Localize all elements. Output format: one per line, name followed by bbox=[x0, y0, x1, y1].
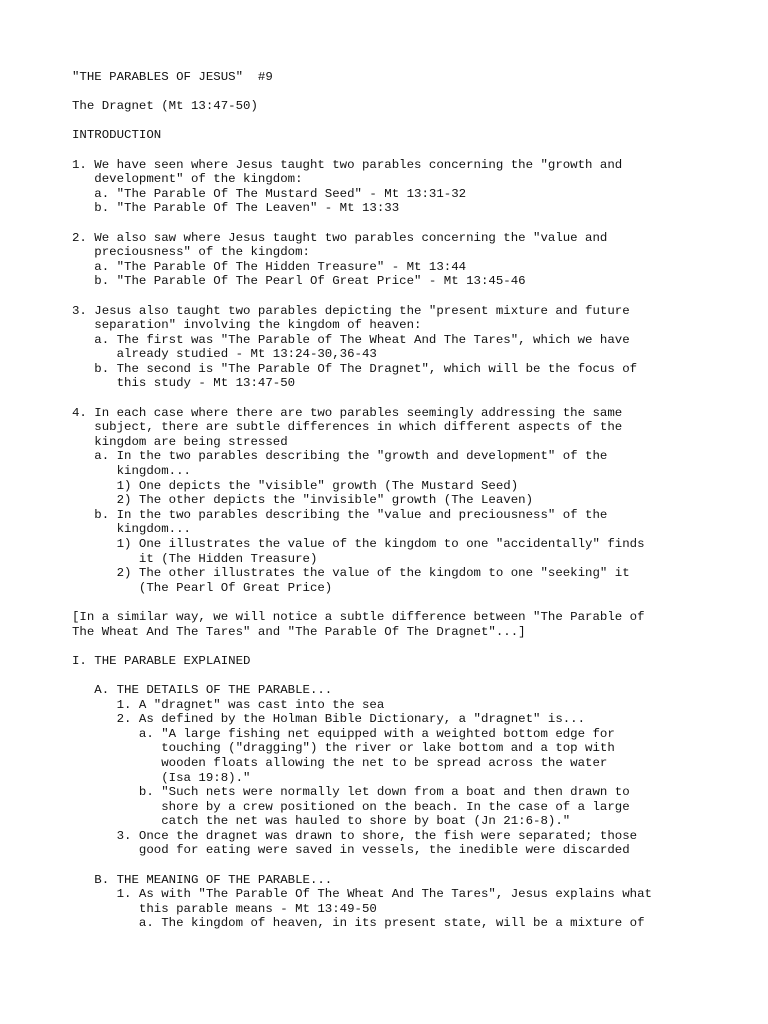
text-line: catch the net was hauled to shore by boat (Jn 21:6-8)." bbox=[72, 814, 571, 829]
blank-line bbox=[72, 143, 752, 158]
text-line: I. THE PARABLE EXPLAINED bbox=[72, 653, 251, 668]
text-line: 4. In each case where there are two parables seemingly addressing the same bbox=[72, 405, 623, 420]
text-line: (The Pearl Of Great Price) bbox=[72, 580, 333, 595]
text-line: 1. We have seen where Jesus taught two parables concerning the "growth and bbox=[72, 157, 623, 172]
text-line: shore by a crew positioned on the beach. In the case of a large bbox=[72, 799, 630, 814]
text-line: A. THE DETAILS OF THE PARABLE... bbox=[72, 682, 333, 697]
text-line: 3. Jesus also taught two parables depicting the "present mixture and future bbox=[72, 303, 630, 318]
text-line: B. THE MEANING OF THE PARABLE... bbox=[72, 872, 333, 887]
blank-line bbox=[72, 639, 752, 654]
text-line: a. The first was "The Parable of The Wheat And The Tares", which we have bbox=[72, 332, 630, 347]
text-line: 2) The other depicts the "invisible" growth (The Leaven) bbox=[72, 493, 534, 508]
text-line: 1) One illustrates the value of the kingdom to one "accidentally" finds bbox=[72, 537, 645, 551]
text-line: wooden floats allowing the net to be spread across the water bbox=[72, 755, 608, 770]
text-line: a. In the two parables describing the "growth and development" of the bbox=[72, 449, 608, 464]
text-line: The Wheat And The Tares" and "The Parable Of The Dragnet"...] bbox=[72, 624, 526, 639]
text-line: kingdom... bbox=[72, 522, 191, 537]
text-line: "THE PARABLES OF JESUS" #9 bbox=[72, 70, 273, 84]
text-line: good for eating were saved in vessels, the inedible were discarded bbox=[72, 843, 630, 858]
text-line: development" of the kingdom: bbox=[72, 172, 303, 187]
blank-line bbox=[72, 289, 752, 304]
blank-line bbox=[72, 391, 752, 406]
text-line: INTRODUCTION bbox=[72, 128, 162, 143]
text-line: 2. As defined by the Holman Bible Dictionary, a "dragnet" is... bbox=[72, 712, 586, 727]
text-line: 1. A "dragnet" was cast into the sea bbox=[72, 697, 385, 712]
blank-line bbox=[72, 85, 752, 100]
blank-line bbox=[72, 668, 752, 683]
text-line: 2. We also saw where Jesus taught two parables concerning the "value and bbox=[72, 230, 608, 245]
blank-line bbox=[72, 216, 752, 231]
text-line: kingdom... bbox=[72, 464, 191, 479]
text-line: separation" involving the kingdom of heaven: bbox=[72, 318, 422, 333]
text-line: 1) One depicts the "visible" growth (The Mustard Seed) bbox=[72, 478, 519, 493]
text-line: [In a similar way, we will notice a subtle difference between "The Parable of bbox=[72, 609, 645, 624]
text-line: it (The Hidden Treasure) bbox=[72, 551, 318, 566]
text-line: a. "A large fishing net equipped with a weighted bottom edge for bbox=[72, 726, 615, 741]
text-line: b. The second is "The Parable Of The Dragnet", which will be the focus of bbox=[72, 361, 638, 376]
text-line: b. "Such nets were normally let down from a boat and then drawn to bbox=[72, 785, 630, 800]
text-line: kingdom are being stressed bbox=[72, 434, 288, 449]
text-line: this study - Mt 13:47-50 bbox=[72, 376, 296, 391]
document-page bbox=[72, 70, 752, 931]
text-line: 3. Once the dragnet was drawn to shore, the fish were separated; those bbox=[72, 828, 638, 843]
text-line: this parable means - Mt 13:49-50 bbox=[72, 901, 377, 916]
text-line: (Isa 19:8)." bbox=[72, 770, 251, 785]
text-line: a. "The Parable Of The Mustard Seed" - Mt 13:31-32 bbox=[72, 186, 467, 201]
text-line: a. The kingdom of heaven, in its present state, will be a mixture of bbox=[72, 916, 645, 931]
text-line: The Dragnet (Mt 13:47-50) bbox=[72, 99, 258, 114]
text-line: b. In the two parables describing the "value and preciousness" of the bbox=[72, 507, 608, 522]
blank-line bbox=[72, 595, 752, 610]
blank-line bbox=[72, 858, 752, 873]
text-line: 1. As with "The Parable Of The Wheat And The Tares", Jesus explains what bbox=[72, 887, 652, 902]
blank-line bbox=[72, 114, 752, 129]
text-line: preciousness" of the kingdom: bbox=[72, 245, 310, 260]
text-line: a. "The Parable Of The Hidden Treasure" - Mt 13:44 bbox=[72, 259, 467, 274]
text-line: subject, there are subtle differences in which different aspects of the bbox=[72, 420, 623, 435]
text-line: 2) The other illustrates the value of the kingdom to one "seeking" it bbox=[72, 566, 630, 581]
text-line: b. "The Parable Of The Pearl Of Great Price" - Mt 13:45-46 bbox=[72, 274, 526, 289]
text-line: touching ("dragging") the river or lake bottom and a top with bbox=[72, 741, 615, 756]
text-line: b. "The Parable Of The Leaven" - Mt 13:33 bbox=[72, 201, 400, 216]
text-line: already studied - Mt 13:24-30,36-43 bbox=[72, 347, 377, 362]
